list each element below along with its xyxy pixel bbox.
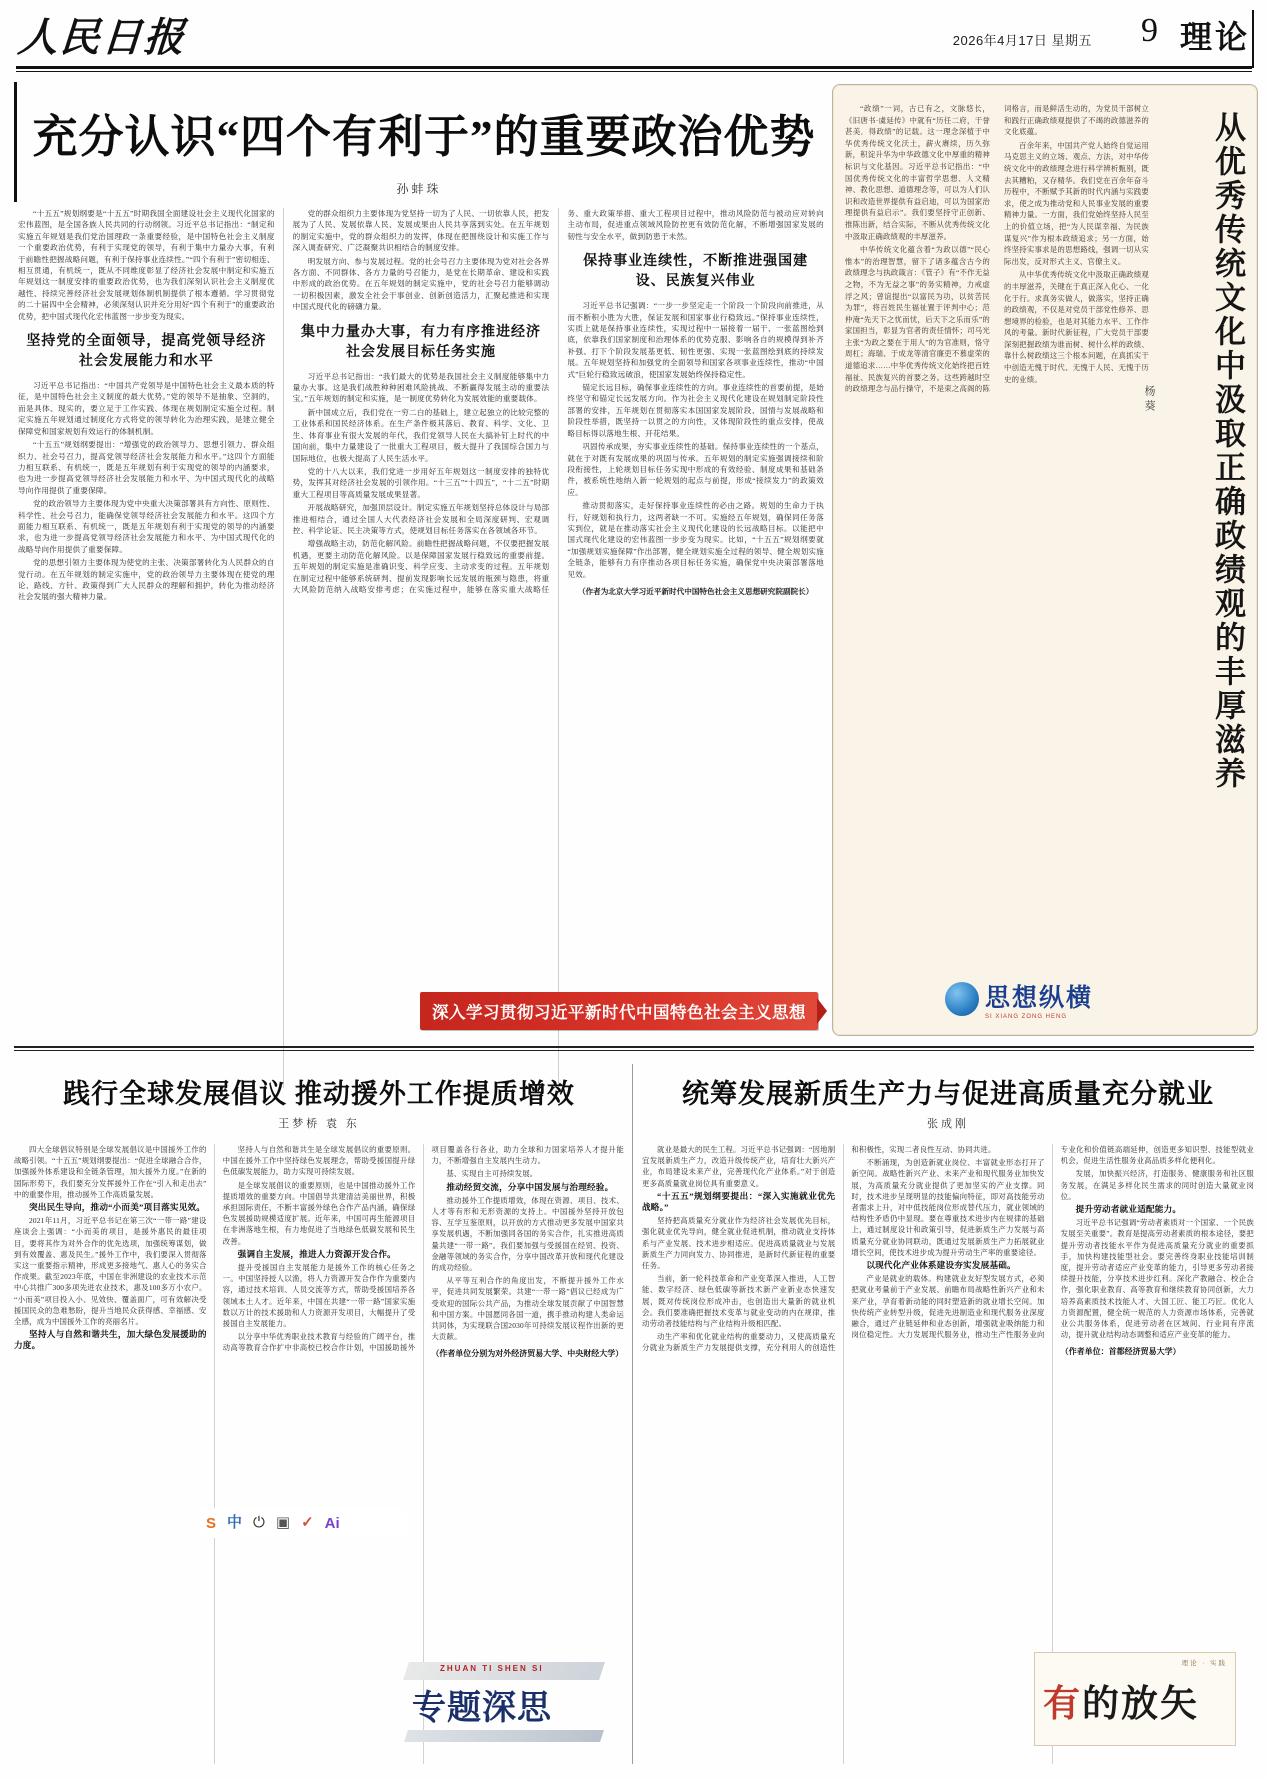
mid-divider-thin (14, 1050, 1254, 1051)
emblem-text-a: 有 (1043, 1684, 1082, 1725)
sidebox-paragraph: 中华传统文化蕴含着“为政以德”“民心惟本”的治理智慧，留下了诸多蕴含古今的政绩理念与执政箴言：《管子》有“不作无益之物，不为无益之事”的务实精神，力戒虚浮之风；曾谊提出“以富民为功，以贫苦民为罪”，将百姓民生福祉置于评判中心；范仲淹“先天下之忧而忧，后天下之乐而乐”的家国担当，彰显为官者的责任情怀；司马光主张“为政之要在于用人”的为官准则，恪守周杠；海瑞、于成龙等清官廉吏不慕虚荣的道德追求……中华优秀传统文化始终把百姓福祉、民族复兴的首要之务。这些跨越时空的政绩理念与品行操守，不是束之高阁的陈词格言，而是鲜活生动的，为党员干部树立和践行正确政绩观提供了不竭的政德滋养的文化底蕴。 (845, 104, 1149, 394)
bottom-right-headline: 统筹发展新质生产力与促进高质量充分就业 (682, 1079, 1214, 1109)
bottom-section (14, 1058, 1254, 1770)
run-in-subheading (14, 1329, 207, 1351)
keyboard-icon[interactable]: ▣ (275, 1514, 291, 1531)
bottom-right-article (642, 1058, 1254, 1770)
emblem-top-note: 理论 · 实践 (1181, 1660, 1227, 1667)
body-paragraph: 从平等互利合作的角度出发，不断提升援外工作水平，促进共同发展繁荣。共建“一带一路”倡议已经成为广受欢迎的国际公共产品，为推动全球发展贡献了中国智慧和中国方案。中国愿同各国一道，携手推动构建人类命运共同体，为实现联合国2030年可持续发展议程作出新的更大贡献。 (431, 1276, 624, 1342)
red-slogan-text: 深入学习贯彻习近平新时代中国特色社会主义思想 (432, 1003, 806, 1022)
sidebox-logo-text: 思想纵横 (985, 985, 1094, 1012)
body-paragraph: 基、实现自主可持续发展。 (446, 1169, 538, 1179)
emblem-text-b: 的放矢 (1082, 1684, 1199, 1725)
author-credit: （作者单位分别为对外经济贸易大学、中央财经大学） (431, 1349, 624, 1359)
sidebox-logo-pinyin: SI XIANG ZONG HENG (985, 1014, 1068, 1020)
body-paragraph: 动生产率和优化就业结构的重要动力，又使高质量充分就业为新质生产力发展提供支撑，充分利用人的创造性和积极性，实现二者良性互动、协同共进。 (642, 1145, 996, 1353)
run-in-subheading (851, 1260, 1044, 1271)
body-paragraph: 2021年11月，习近平总书记在第三次“一带一路”建设座谈会上强调：“小而美的项目，是援外惠民的最佳项目，要将其作为对外合作的优先选项，加强统筹谋划，做到有效覆盖、惠及民生。”援外工作中，我们要深入贯彻落实这一重要指示精神，形成更多接地气、惠人心的务实合作成果。截至2023年底，中国在非洲建设的农业技术示范中心共推广300多项先进农业技术，惠及100多万小农户。“小而美”项目投入小、见效快、覆盖面广，可有效解决受援国民众的急难愁盼，提升当地民众获得感、幸福感、安全感，成为中国援外工作的亮丽名片。 (14, 1216, 207, 1327)
body-paragraph: 新中国成立后，我们党在一穷二白的基础上，建立起独立的比较完整的工业体系和国民经济体系。在生产条件极其落后、教育、科学、文化、卫生、体育事业有很大发展的年代，我们党领导人民在大搞补钉上时代的中国向前，集中力量建设了一批重大工程项目，极大提升了我国综合国力与国际地位，也极大提高了人民生活水平。 (292, 407, 550, 463)
body-paragraph: “十五五”规划纲要是“十五五”时期我国全面建设社会主义现代化国家的宏伟蓝图，是全国各族人民共同的行动纲领。习近平总书记指出：“制定和实施五年规划是我们党治国理政一条重要经验，是中国特色社会主义制度一个重要政治优势，有利于实现党的领导，有利于集中力量办大事，有利于前瞻性把握战略问题，有利于保持事业连续性。”“四个有利于”密切相连、相互贯通，有机统一，既从不同维度彰显了经济社会发展中制定和实施五年规划这一制度安排的重要政治优势，也为我们深刻认识社会主义制度优越性、持续完善经济社会发展规划体制机制提供了根本遵循。学习贯彻党的二十届四中全会精神，必须深刻认识并充分用好“四个有利于”的重要政治优势，把中国式现代化宏伟蓝图一步步变为现实。 (18, 209, 275, 321)
sidebox-headline: 从优秀传统文化中汲取正确政绩观的丰厚滋养 (1210, 111, 1245, 791)
run-in-subheading-text: 提升劳动者就业适配能力。 (1075, 1204, 1182, 1215)
emblem-text (1043, 1673, 1199, 1727)
sidebox-author: 杨葵 (1143, 385, 1155, 415)
body-paragraph: 习近平总书记指出：“中国共产党领导是中国特色社会主义最本质的特征，是中国特色社会主义制度的最大优势。”党的领导不是抽象、空洞的，而是具体、现实的，要立足于工作实践、体现在规划制定实施全过程。制定实施五年规划通过制度化方式将党的领导转化为治理实践，是建立健全保障党和国家规划有效运行的体制机制。 (18, 381, 275, 436)
youdefangshi-emblem (1034, 1652, 1236, 1746)
body-paragraph: 产业是就业的载体。构建就业友好型发展方式，必须把就业考量前于产业发展、前瞻布局战略性新兴产业和未来产业，孕育着新动能的同时塑造新的就业增长空间。加快传统产业转型升级，促进先进制造业和现代服务业深度融合，通过产业链延伸和业态创新，增强就业吸纳能力和岗位稳定性。大力发展现代服务业，推动生产性服务业向专业化和价值链高端延伸，创造更多知识型、技能型就业机会，促进生活性服务业高品质多样化便利化。 (851, 1145, 1254, 1340)
run-in-subheading-text: 坚持人与自然和谐共生，加大绿色发展援助的力度。 (14, 1329, 207, 1351)
bottom-right-byline: 张成刚 (927, 1118, 969, 1130)
sidebox-paragraph: 百余年来，中国共产党人始终自觉运用马克思主义的立场、观点、方法，对中华传统文化中的政绩理念进行科学辨析甄别，既去其糟粕，又存精华。我们党在百余年奋斗历程中，不断赋予其新的时代内涵与实践要求，使之成为推动党和人民事业发展的重要精神力量。一方面，我们党始终坚持人民至上的价值立场，把“为人民谋幸福、为民族谋复兴”作为根本政绩追求；另一方面，始终坚持实事求是的思想路线，强调一切从实际出发，反对形式主义、官僚主义。 (1004, 140, 1149, 266)
feature-article (14, 82, 824, 1042)
body-paragraph: 习近平总书记强调：“一步一步坚定走一个阶段一个阶段向前推进，从而不断积小胜为大胜，保证发展和国家事业行稳致远。”保持事业连续性，实质上就是保持事业连续性，实现过程中一届接着一届干、一张蓝图绘到底，依靠我们国家制度和治理体系的优势克服、影响各自的规模得到补齐补强、打下个阶段发展基更低、韧性更强、实现一张蓝图绘到底的持续发展。五年规划坚持和加强党的全面领导和国家各项事业连续性，推动“中国式”巨轮行稳致远破浪，使国家发展始终保持稳定性。 (567, 301, 824, 379)
sogou-icon[interactable]: S (206, 1514, 217, 1532)
emblem-pinyin: ZHUAN TI SHEN SI (440, 1664, 544, 1673)
run-in-subheading-text: 突出民生导向，推动“小而美”项目落实见效。 (29, 1202, 206, 1213)
section-subheading: 集中力量办大事，有力有序推进经济社会发展目标任务实施 (300, 324, 541, 360)
chinese-input-icon[interactable]: 中 (227, 1514, 243, 1531)
masthead-tick (1252, 10, 1254, 68)
body-paragraph: 推动援外工作提质增效，体现在资源、项目、技术、人才等有形和无形资源的支持上。中国援外坚持开放包容、互学互鉴原则，以开放的方式推动更多发展中国家共享发展机遇，不断加强同各国的务实合作，扎实推进高质量共建“一带一路”。我们要加强与受援国在经贸、投资、金融等领域的务实合作，分享中国改革开放和现代化建设的成功经验。 (431, 1195, 624, 1273)
body-paragraph: 党的政治领导力主要体现为党中央重大决策部署具有方向性、原则性、科学性、社会号召力，能确保党领导经济社会发展能力和水平。这四个方面能力相互联系、有机统一，既是五年规划有利于实现党的领导的内涵要求，也为进一步提高党领导经济社会发展能力和水平、为中国式现代化的战略导向作用提供了重要保障。 (18, 499, 275, 554)
bottom-divider (632, 1064, 633, 1764)
body-paragraph: 党的群众组织力主要体现为党坚持一切为了人民、一切依靠人民，把发展为了人民、发展依靠人民、发展成果由人民共享落到实处。在五年规划的制定实施中，党的群众组织力的发挥，体现在把围绕设计和实施工作与深入调查研究、广泛凝聚共识相结合的制度安排。 (292, 209, 550, 253)
masthead (0, 0, 1268, 72)
body-paragraph: “十五五”规划纲要提出：“增强党的政治领导力、思想引领力、群众组织力、社会号召力，提高党领导经济社会发展能力和水平。”这四个方面能力相互联系、有机统一，既是五年规划有利于实现党的领导的内涵要求，也为进一步提高党领导经济社会发展能力和水平、为中国式现代化的战略导向作用提供了重要保障。 (18, 440, 275, 495)
zhuanti-shensi-emblem (406, 1652, 602, 1744)
bottom-left-article (14, 1058, 624, 1770)
body-paragraph: 锚定长远目标，确保事业连续性的方向。事业连续性的首要前提，是始终坚守和锚定长远发展方向。作为社会主义现代化建设在规划制定阶段性部署的安排，五年规划在贯彻落实本国国家发展阶段、国情与发展战略和阶段性举措，既坚持一以贯之的方向性，又体现阶段性的重点安排，使战略目标得以落地生根、开花结果。 (567, 383, 824, 438)
body-paragraph: 当前，新一轮科技革命和产业变革深入推进，人工智能、数字经济、绿色低碳等新技术新产业新业态快速发展，既对传统岗位形成冲击，也创造出大量新的就业机会。我们要准确把握技术变革与就业变动的内在规律，推动劳动者技能结构与产业结构升级相匹配。 (642, 1274, 836, 1329)
body-paragraph: 提升受援国自主发展能力是援外工作的核心任务之一。中国坚持授人以渔，将人力资源开发合作作为重要内容，通过技术培训、人员交流等方式，帮助受援国培养各领域本土人才。近年来，中国在共建“一带一路”国家实施数以万计的技术援助和人力资源开发项目，大幅提升了受援国自主发展能力。 (222, 1263, 416, 1329)
check-icon[interactable]: ✓ (301, 1514, 314, 1531)
page-number: 9 (1141, 12, 1158, 49)
feature-headline: 充分认识“四个有利于”的重要政治优势 (32, 112, 816, 162)
run-in-subheading (642, 1191, 835, 1213)
run-in-subheading (14, 1202, 207, 1213)
body-paragraph: 习近平总书记强调“劳动者素质对一个国家、一个民族发展至关重要”。教育是提高劳动者素质的根本途径，要把提升劳动者技能水平作为促进高质量充分就业的重要抓手，加快构建技能型社会。要完善终身职业技能培训制度，提升劳动者适应产业变革的能力，引导更多劳动者接续提升技能，分享技术进步红利。深化产教融合、校企合作，强化职业教育、高等教育和继续教育协同创新，大力培养高素质技术技能人才、大国工匠、能工巧匠。优化人力资源配置，健全统一规范的人力资源市场体系，完善就业公共服务体系，促进劳动者在区域间、行业间有序流动，提升就业结构动态调整和适应产业变革的能力。 (1060, 1218, 1254, 1340)
run-in-subheading (223, 1249, 416, 1260)
run-in-subheading (431, 1182, 624, 1193)
sidebox-columns (845, 103, 1149, 948)
author-credit: （作者单位：首都经济贸易大学） (1060, 1347, 1181, 1357)
body-paragraph: 坚持把高质量充分就业作为经济社会发展优先目标，强化就业优先导向，健全就业促进机制，推动就业支持体系与产业发展、技术进步相适应。促进高质量就业与发展新质生产力同向发力、协同推进，是新时代新征程的重要任务。 (642, 1216, 836, 1271)
emblem-bar (404, 1730, 604, 1742)
ai-icon[interactable]: Ai (324, 1514, 340, 1532)
body-paragraph: 党的思想引领力主要体现为使党的主张、决策部署转化为人民群众的自觉行动。在五年规划的制定实施中，党的政治领导力主要体现在使党的理论、路线、方针、政策得到广大人民群众的理解和拥护，转化为推动经济社会发展的强大精神力量。 (18, 558, 275, 602)
run-in-subheading (1061, 1204, 1254, 1215)
run-in-subheading-text: “十五五”规划纲要提出：“深入实施就业优先战略。” (642, 1190, 836, 1213)
publication-date: 2026年4月17日 星期五 (952, 33, 1092, 48)
sidebox-article (832, 84, 1258, 1036)
newspaper-logo: 人民日报 (16, 15, 188, 60)
body-paragraph: 发展，加快振兴经济，打造服务、健康服务和社区服务发展，在满足多样化民生需求的同时创造大量就业岗位。 (1060, 1169, 1254, 1201)
body-paragraph: 不断涌现，为创造新就业岗位、丰富就业形态打开了新空间。战略性新兴产业、未来产业和现代服务业加快发展，为高质量充分就业提供了更加坚实的产业支撑。同时，技术进步呈现明显的技能偏向特征，即对高技能劳动者需求上升，对中低技能岗位形成替代压力，就业领域的结构性矛盾仍中显现。要在尊重技术进步内在规律的基础上，通过制度设计和政策引导，促进新质生产力发展与高质量充分就业协同联动，既通过发展新质生产力拓展就业增长空间，使技术进步成为提升劳动生产率的重要途径。 (851, 1158, 1045, 1257)
sidebox-paragraph: “政绩”一词，古已有之，文脉悠长，《旧唐书·虞延传》中就有“历任二府，干誉甚美．得政绩”的记载。这一理念深植于中华优秀传统文化沃土，薪火赓续，历久弥新，积淀升华为中华政德文化中厚重的精神标识与文化基因。习近平总书记指出：“中国优秀传统文化的丰富哲学思想、人文精神、教化思想、道德理念等，可以为人们认识和改造世界提供有益启迪，可以为国家治理提供有益启示”。我们要坚持守正创新、推陈出新，结合实际，不断从优秀传统文化中汲取正确政绩观的丰厚滋养。 (845, 104, 990, 241)
author-credit: （作者为北京大学习近平新时代中国特色社会主义思想研究院副院长） (577, 586, 814, 596)
body-paragraph: 推动贯彻落实，走好保持事业连续性的必由之路。规划的生命力于执行，好规划和执行力，这两者缺一不可。实施经五年规划，确保同任务落实到位，就是在推动落实社会主义现代化建设的长远战略目标。以能把中国式现代化建设的宏伟蓝图一步步变为现实。比如，“十五五”规划纲要就“加强规划实施保障”作出部署，健全规划实施全过程的领导、健全规划实施全链条，能够有力有序推动各项目标任务实施，确保党中央决策部署落地见效。 (567, 501, 824, 579)
section-subheading: 保持事业连续性，不断推进强国建设、民族复兴伟业 (583, 254, 809, 290)
masthead-rule (16, 66, 1252, 69)
feature-byline: 孙蚌珠 (396, 182, 442, 196)
red-slogan-banner (420, 992, 818, 1030)
run-in-subheading-text: 推动经贸交流，分享中国发展与治理经验。 (446, 1181, 614, 1192)
body-paragraph: 四大全球倡议特别是全球发展倡议是中国援外工作的战略引领。“十五五”规划纲要提出：“促进全球融合合作，加强援外体系建设和全链条管理，加大援外力度。”在新的国际形势下，我们要充分发挥援外工作在“引入和走出去”中的重要作用，推动援外工作高质量发展。 (14, 1145, 207, 1199)
section-subheading: 坚持党的全面领导，提高党领导经济社会发展能力和水平 (26, 334, 267, 370)
body-paragraph: 党的十八大以来，我们党进一步用好五年规划这一制度安排的独特优势，发挥其对经济社会发展的引领作用。“十三五”“十四五”，“十二五”时期重大工程项目等高质量发展成果显著。 (292, 466, 550, 499)
body-paragraph: 开展战略研究，加强顶层设计。制定实施五年规划坚持总体设计与局部推进相结合，通过全国人大代表经济社会发展和全局深度研判、宏观调控、科学论证、民主决策等方式，使规划目标任务落实在各领域各环节。 (292, 503, 550, 535)
microphone-icon[interactable]: ⏻ (253, 1514, 265, 1531)
app-icon-strip (200, 1508, 406, 1538)
body-paragraph: 增强战略主动，防范化解风险。前瞻性把握战略问题，不仅要把握发展机遇，更要主动防范化解风险。以是保障国家发展行稳致远的重要前提。五年规划的制定实施是准确识变、科学应变、主动求变的过程。五年规划在制定过程中能够系统研判、提前发现影响长远发展的瓶颈与隐患，将重大风险防范纳入战略安排考虑；在实施过程中，能够在落实重大战略任务、重大政策举措、重大工程项目过程中，推动风险防范与被动应对转向主动布局，促进重点领域风险防控更有效防范化解，不断增强国家发展的韧性与安全水平，做到防患于未然。 (292, 209, 824, 594)
run-in-subheading-text: 强调自主发展，推进人力资源开发合作。 (237, 1248, 396, 1259)
sidebox-paragraph: 从中华优秀传统文化中汲取正确政绩观的丰厚滋养，关键在于真正深入化心、一化化于行。求真务实做人，做落实，坚持正确的政绩观，不仅是对党员干部党性修养、思想境界的检验，也是对其能力水平、工作作风的考量。新时代新征程，广大党员干部要深刻把握政绩为谁而树、树什么样的政绩、靠什么树政绩这三个根本问题，在真抓实干中创造无愧于时代、无愧于人民、无愧于历史的业绩。 (1004, 270, 1149, 384)
body-paragraph: 是全球发展倡议的重要原则，也是中国推动援外工作提质增效的重要方向。中国倡导共建清洁美丽世界，积极承担国际责任，不断丰富援外绿色合作产品内涵，确保绿色发展援助规模适度扩展。近年来，中国可再生能源项目在非洲落地生根，有力地促进了当地绿色低碳发展和民生改善。 (222, 1180, 416, 1246)
body-paragraph: 以分享中华优秀职业技术教育与经验的广阔平台，推动高等教育合作扩中非高校已校合作计划，中国援助援外项目覆盖各行各业，助力全球和力国家培养人才提升能力，不断增强自主发展内生动力。 (222, 1145, 624, 1353)
section-name: 理论 (1179, 19, 1250, 55)
sixiang-zongheng-emblem (945, 977, 1141, 1021)
masthead-rule-thin (16, 71, 1252, 72)
mid-divider (14, 1046, 1254, 1048)
body-paragraph: 坚持人与自然和谐共生是全球发展倡议的重要原则。中国在援外工作中坚持绿色发展理念，帮助受援国提升绿色低碳发展能力，助力实现可持续发展。 (222, 1145, 416, 1177)
bottom-left-byline: 王梦桥 袁 东 (278, 1118, 360, 1130)
bottom-left-headline: 践行全球发展倡议 推动援外工作提质增效 (63, 1079, 575, 1109)
run-in-subheading-text: 以现代化产业体系建设夯实发展基础。 (866, 1260, 1016, 1271)
feature-columns (18, 208, 824, 1088)
body-paragraph: 明发展方向、参与发展过程。党的社会号召力主要体现为党对社会各界各方面、不同群体、各方力量的号召能力，是党在长期革命、建设和实践中形成的政治优势。在五年规划的制定实施中，党的社会号召力能够调动一切积极因素，激发全社会干事创业、创新创造活力，汇聚起推进和实现中国式现代化的磅礴力量。 (292, 256, 550, 312)
body-paragraph: 习近平总书记指出：“我们最大的优势是我国社会主义制度能够集中力量办大事。这是我们战胜种种困难风险挑战、不断赢得发展主动的重要法宝。”五年规划的制定和实施，是一制度优势转化为发展效能的重要载体。 (292, 371, 550, 404)
body-paragraph: 巩固传承成果，夯实事业连续性的基础。保持事业连续性的一个基点，就在于对既有发展成果的巩固与传承。五年规划的制定实施强调接续和阶段衔接性，上轮规划目标任务实现中形成的有效经验、制度成果和基础条件，被系统性地纳入新一轮规划的起点与前提，形成“接续发力”的政策效应。 (567, 442, 824, 497)
emblem-text: 专题深思 (412, 1690, 552, 1727)
globe-icon (945, 982, 979, 1016)
body-paragraph: 就业是最大的民生工程。习近平总书记强调：“因地制宜发展新质生产力，改造升级传统产业，培育壮大新兴产业，布局建设未来产业，完善现代化产业体系。”对于创造更多高质量就业岗位具有重要意义。 (642, 1145, 836, 1188)
